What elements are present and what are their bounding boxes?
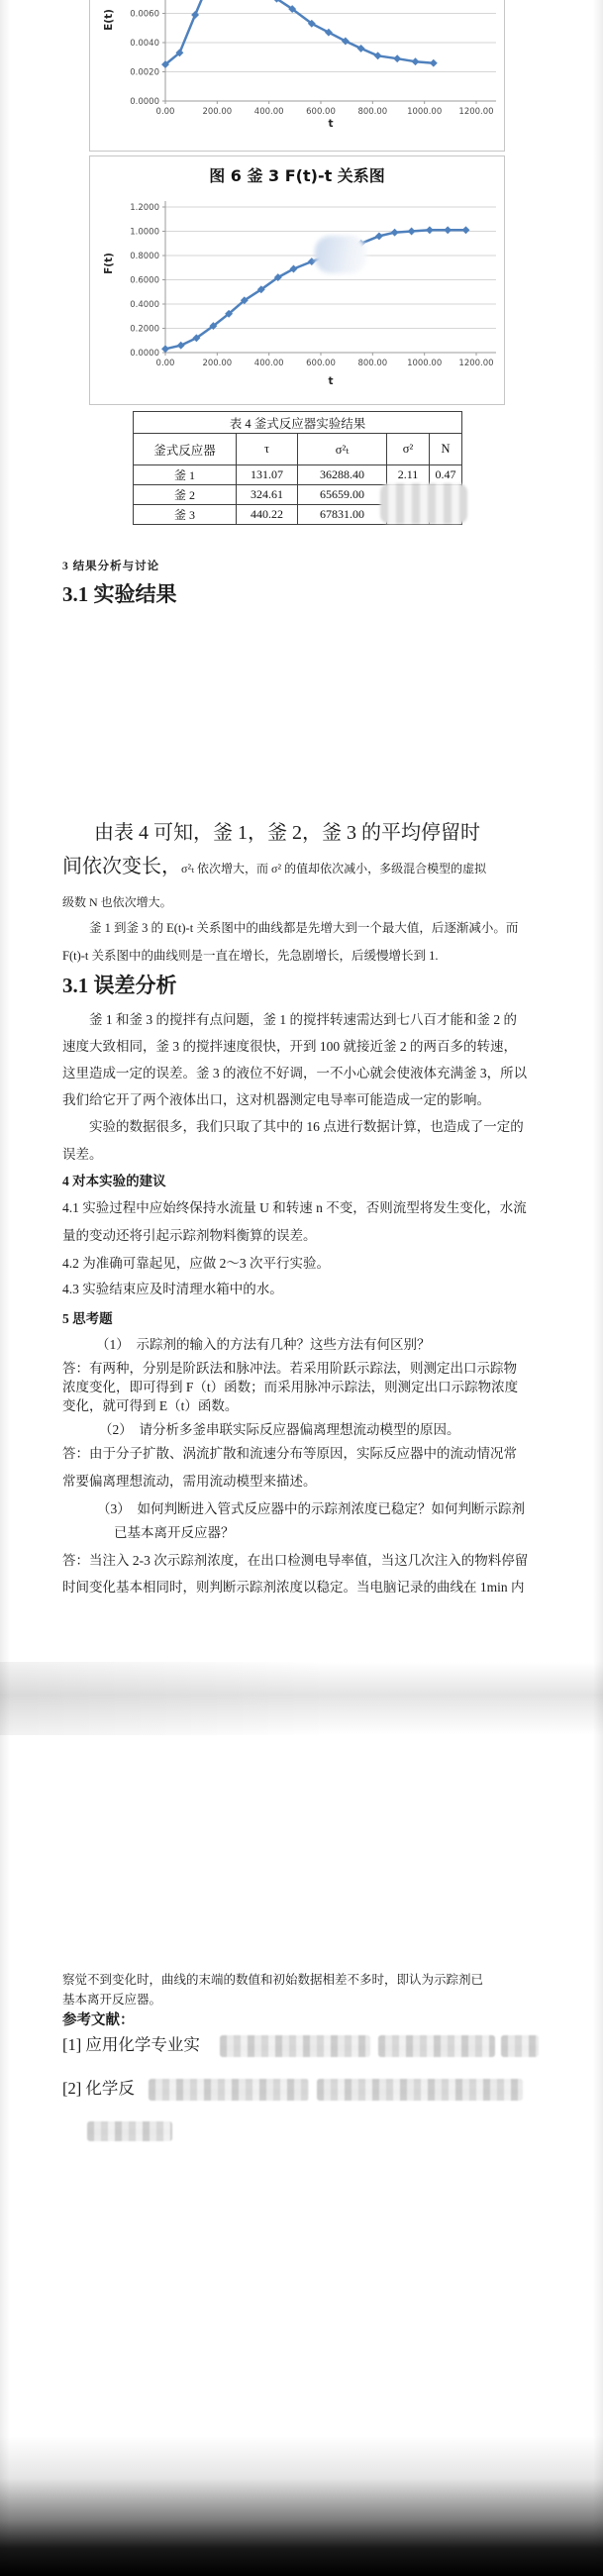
cell-tau: 324.61 <box>237 485 298 505</box>
section-heading-3-1-results: 3.1 实验结果 <box>62 582 177 606</box>
cell-reactor: 釜 1 <box>134 465 237 485</box>
paragraph-line: 4.3 实验结束应及时清理水箱中的水。 <box>62 1282 283 1296</box>
data-point-marker <box>412 57 420 65</box>
paragraph-line: 4.1 实验过程中应始终保持水流量 U 和转速 n 不变，否则流型将发生变化，水流 <box>62 1200 527 1215</box>
censor-blur-patch-table <box>380 483 467 524</box>
cell-sigma2: 2.11 <box>387 465 430 485</box>
censor-block <box>317 2079 523 2101</box>
x-tick-label: 1200.00 <box>458 359 494 368</box>
x-tick-label: 400.00 <box>253 359 284 368</box>
censor-block <box>149 2079 309 2101</box>
paragraph-line: 基本离开反应器。 <box>62 1993 162 2007</box>
column-header-sigma2t: σ²ₜ <box>298 434 387 465</box>
paragraph-line: 量的变动还将引起示踪剂物料衡算的误差。 <box>62 1228 317 1243</box>
chart-ft-ylabel: F(t) <box>102 253 115 274</box>
x-tick-label: 800.00 <box>357 107 388 117</box>
data-point-marker <box>391 229 399 237</box>
y-tick-label: 0.2000 <box>130 324 159 335</box>
cell-n: 0.47 <box>430 465 462 485</box>
section-heading-3-1-error: 3.1 误差分析 <box>62 974 177 997</box>
x-tick-label: 0.00 <box>155 107 175 117</box>
data-point-marker <box>375 232 383 240</box>
answer-3-line: 答：当注入 2-3 次示踪剂浓度，在出口检测电导率值，当这几次注入的物料停留 <box>62 1553 529 1568</box>
data-point-marker <box>191 11 199 19</box>
x-tick-label: 800.00 <box>357 359 388 368</box>
censor-block <box>87 2121 172 2141</box>
y-tick-label: 1.0000 <box>130 227 159 238</box>
censor-block <box>501 2035 539 2057</box>
paragraph-line: 4.2 为准确可靠起见，应做 2～3 次平行实验。 <box>62 1256 330 1271</box>
censor-block <box>378 2035 495 2057</box>
y-tick-label: 0.0020 <box>130 67 159 78</box>
chart-et-plot <box>90 0 504 151</box>
photo-left-edge <box>0 0 10 2576</box>
y-tick-label: 0.4000 <box>130 300 159 310</box>
question-3-line: 已基本离开反应器？ <box>114 1525 235 1540</box>
answer-1-line: 浓度变化，即可得到 F（t）函数；而采用脉冲示踪法，则测定出口示踪物浓度 <box>62 1380 519 1394</box>
table-title: 表 4 釜式反应器实验结果 <box>134 412 462 434</box>
data-point-marker <box>357 45 365 52</box>
series-line <box>165 0 434 64</box>
section-heading-5: 5 思考题 <box>62 1311 113 1326</box>
x-tick-label: 600.00 <box>306 359 336 368</box>
answer-3-line: 时间变化基本相同时，则判断示踪剂浓度以稳定。当电脑记录的曲线在 1min 内 <box>62 1580 525 1595</box>
x-tick-label: 1000.00 <box>407 107 443 117</box>
data-point-marker <box>408 228 416 236</box>
data-point-marker <box>462 226 470 234</box>
x-tick-label: 0.00 <box>155 359 175 368</box>
cell-reactor: 釜 2 <box>134 485 237 505</box>
y-tick-label: 0.6000 <box>130 275 159 286</box>
reference-item-2: [2] 化学反 <box>62 2079 135 2098</box>
data-point-marker <box>430 59 438 67</box>
table-row <box>134 465 462 485</box>
paragraph-line: 釜 1 到釜 3 的 E(t)-t 关系图中的曲线都是先增大到一个最大值，后逐渐减小。而 <box>89 921 519 935</box>
paragraph-segment-large: 间依次变长， <box>62 856 181 877</box>
x-tick-label: 600.00 <box>306 107 336 117</box>
paragraph-line: 察觉不到变化时，曲线的末端的数值和初始数据相差不多时，即认为示踪剂已 <box>62 1973 484 1987</box>
column-header-reactor: 釜式反应器 <box>134 434 237 465</box>
y-tick-label: 1.2000 <box>130 203 159 213</box>
paragraph-line: 这里造成一定的误差。釜 3 的液位不好调，一不小心就会使液体充满釜 3，所以 <box>62 1066 528 1081</box>
cell-sigma2t: 65659.00 <box>298 485 387 505</box>
paragraph-segment-small: σ²ₜ 依次增大，而 σ² 的值却依次减小，多级混合模型的虚拟 <box>181 862 487 876</box>
column-header-n: N <box>430 434 462 465</box>
section-heading-4: 4 对本实验的建议 <box>62 1174 166 1188</box>
references-heading: 参考文献： <box>62 2012 135 2028</box>
paragraph-line: 釜 1 和釜 3 的搅拌有点问题，釜 1 的搅拌转速需达到七八百才能和釜 2 的 <box>89 1012 517 1027</box>
paragraph-line: 由表 4 可知，釜 1，釜 2，釜 3 的平均停留时 <box>94 822 480 844</box>
x-tick-label: 200.00 <box>202 107 233 117</box>
data-point-marker <box>426 226 434 234</box>
chart-ft-plot <box>90 156 504 404</box>
chart-et-figure <box>89 0 505 152</box>
paragraph-line: 速度大致相同，釜 3 的搅拌速度很快，开到 100 就接近釜 2 的两百多的转速， <box>62 1039 517 1054</box>
chart-et-xlabel: t <box>328 118 334 130</box>
column-header-tau: τ <box>237 434 298 465</box>
chart-ft-title: 图 6 釜 3 F(t)-t 关系图 <box>209 166 385 185</box>
answer-1-line: 答：有两种，分别是阶跃法和脉冲法。若采用阶跃示踪法，则测定出口示踪物 <box>62 1361 517 1376</box>
paragraph-line: 误差。 <box>62 1147 103 1162</box>
page-fold-shadow <box>0 1662 603 1735</box>
y-tick-label: 0.0060 <box>130 9 159 20</box>
question-1: （1） 示踪剂的输入的方法有几种？这些方法有何区别？ <box>96 1337 431 1352</box>
photo-right-edge <box>593 0 603 2576</box>
reference-item-1: [1] 应用化学专业实 <box>62 2035 200 2054</box>
chart-ft-xlabel: t <box>328 375 334 387</box>
x-tick-label: 200.00 <box>202 359 233 368</box>
x-tick-label: 1200.00 <box>458 107 494 117</box>
paragraph-line: 我们给它开了两个液体出口，这对机器测定电导率可能造成一定的影响。 <box>62 1092 490 1107</box>
cell-sigma2t: 67831.00 <box>298 505 387 525</box>
question-3-line: （3） 如何判断进入管式反应器中的示踪剂浓度已稳定？如何判断示踪剂 <box>97 1501 525 1516</box>
column-header-sigma2: σ² <box>387 434 430 465</box>
bottom-edge-shadow <box>0 2436 603 2576</box>
paragraph-line: 级数 N 也依次增大。 <box>62 895 172 909</box>
y-tick-label: 0.8000 <box>130 252 159 261</box>
data-point-marker <box>374 52 382 59</box>
data-point-marker <box>444 226 452 234</box>
question-2: （2） 请分析多釜串联实际反应器偏离理想流动模型的原因。 <box>99 1422 460 1437</box>
cell-sigma2t: 36288.40 <box>298 465 387 485</box>
y-tick-label: 0.0040 <box>130 39 159 49</box>
cell-tau: 440.22 <box>237 505 298 525</box>
y-tick-label: 0.0000 <box>130 97 159 107</box>
data-point-marker <box>177 342 185 350</box>
chart-ft-figure <box>89 155 505 405</box>
paragraph-line: 实验的数据很多，我们只取了其中的 16 点进行数据计算，也造成了一定的 <box>89 1119 524 1134</box>
answer-2-line: 常要偏离理想流动，需用流动模型来描述。 <box>62 1474 317 1489</box>
paragraph-line: F(t)-t 关系图中的曲线则是一直在增长，先急剧增长，后缓慢增长到 1. <box>62 949 439 963</box>
censor-blur-patch-chart <box>315 236 366 273</box>
data-point-marker <box>393 54 401 62</box>
censor-block <box>220 2035 370 2057</box>
section-heading-3: 3 结果分析与讨论 <box>62 561 160 572</box>
chart-et-ylabel: E(t) <box>102 9 115 31</box>
cell-reactor: 釜 3 <box>134 505 237 525</box>
x-tick-label: 1000.00 <box>407 359 443 368</box>
data-point-marker <box>161 345 169 353</box>
cell-tau: 131.07 <box>237 465 298 485</box>
x-tick-label: 400.00 <box>253 107 284 117</box>
answer-1-line: 变化，就可得到 E（t）函数。 <box>62 1398 239 1413</box>
y-tick-label: 0.0000 <box>130 349 159 359</box>
paragraph-line <box>62 856 486 878</box>
answer-2-line: 答：由于分子扩散、涡流扩散和流速分布等原因，实际反应器中的流动情况常 <box>62 1446 517 1461</box>
